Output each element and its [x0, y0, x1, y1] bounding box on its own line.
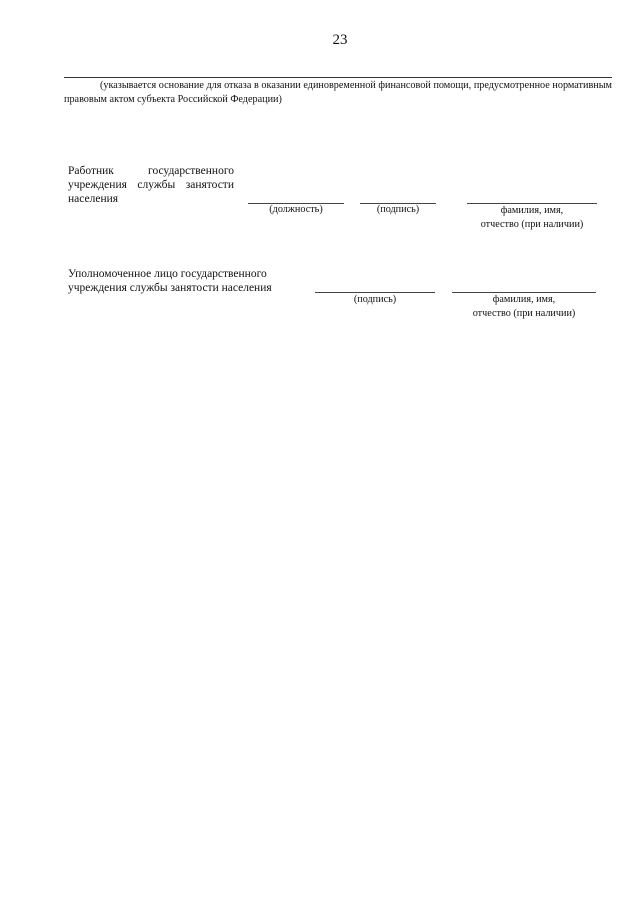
official-name-caption-line2: отчество (при наличии) — [472, 308, 576, 319]
worker-name-caption — [452, 204, 612, 232]
worker-name-caption-line2: отчество (при наличии) — [480, 219, 584, 230]
worker-signature-caption: (подпись) — [376, 204, 420, 215]
official-name-caption — [444, 293, 604, 321]
basis-note: (указывается основание для отказа в оказании единовременной финансовой помощи, предусмотренное нормативным правовым актом субъекта Российской Федерации) — [64, 80, 612, 105]
page-number: 23 — [332, 32, 348, 48]
official-label: Уполномоченное лицо государственного учреждения службы занятости населения — [68, 268, 272, 294]
worker-position-caption: (должность) — [269, 204, 323, 215]
official-name-caption-line1: фамилия, имя, — [492, 294, 556, 305]
worker-name-caption-line1: фамилия, имя, — [500, 205, 564, 216]
worker-label: Работник государственного учреждения службы занятости населения — [68, 165, 234, 205]
basis-fill-line — [64, 77, 612, 78]
official-signature-caption: (подпись) — [353, 294, 397, 305]
